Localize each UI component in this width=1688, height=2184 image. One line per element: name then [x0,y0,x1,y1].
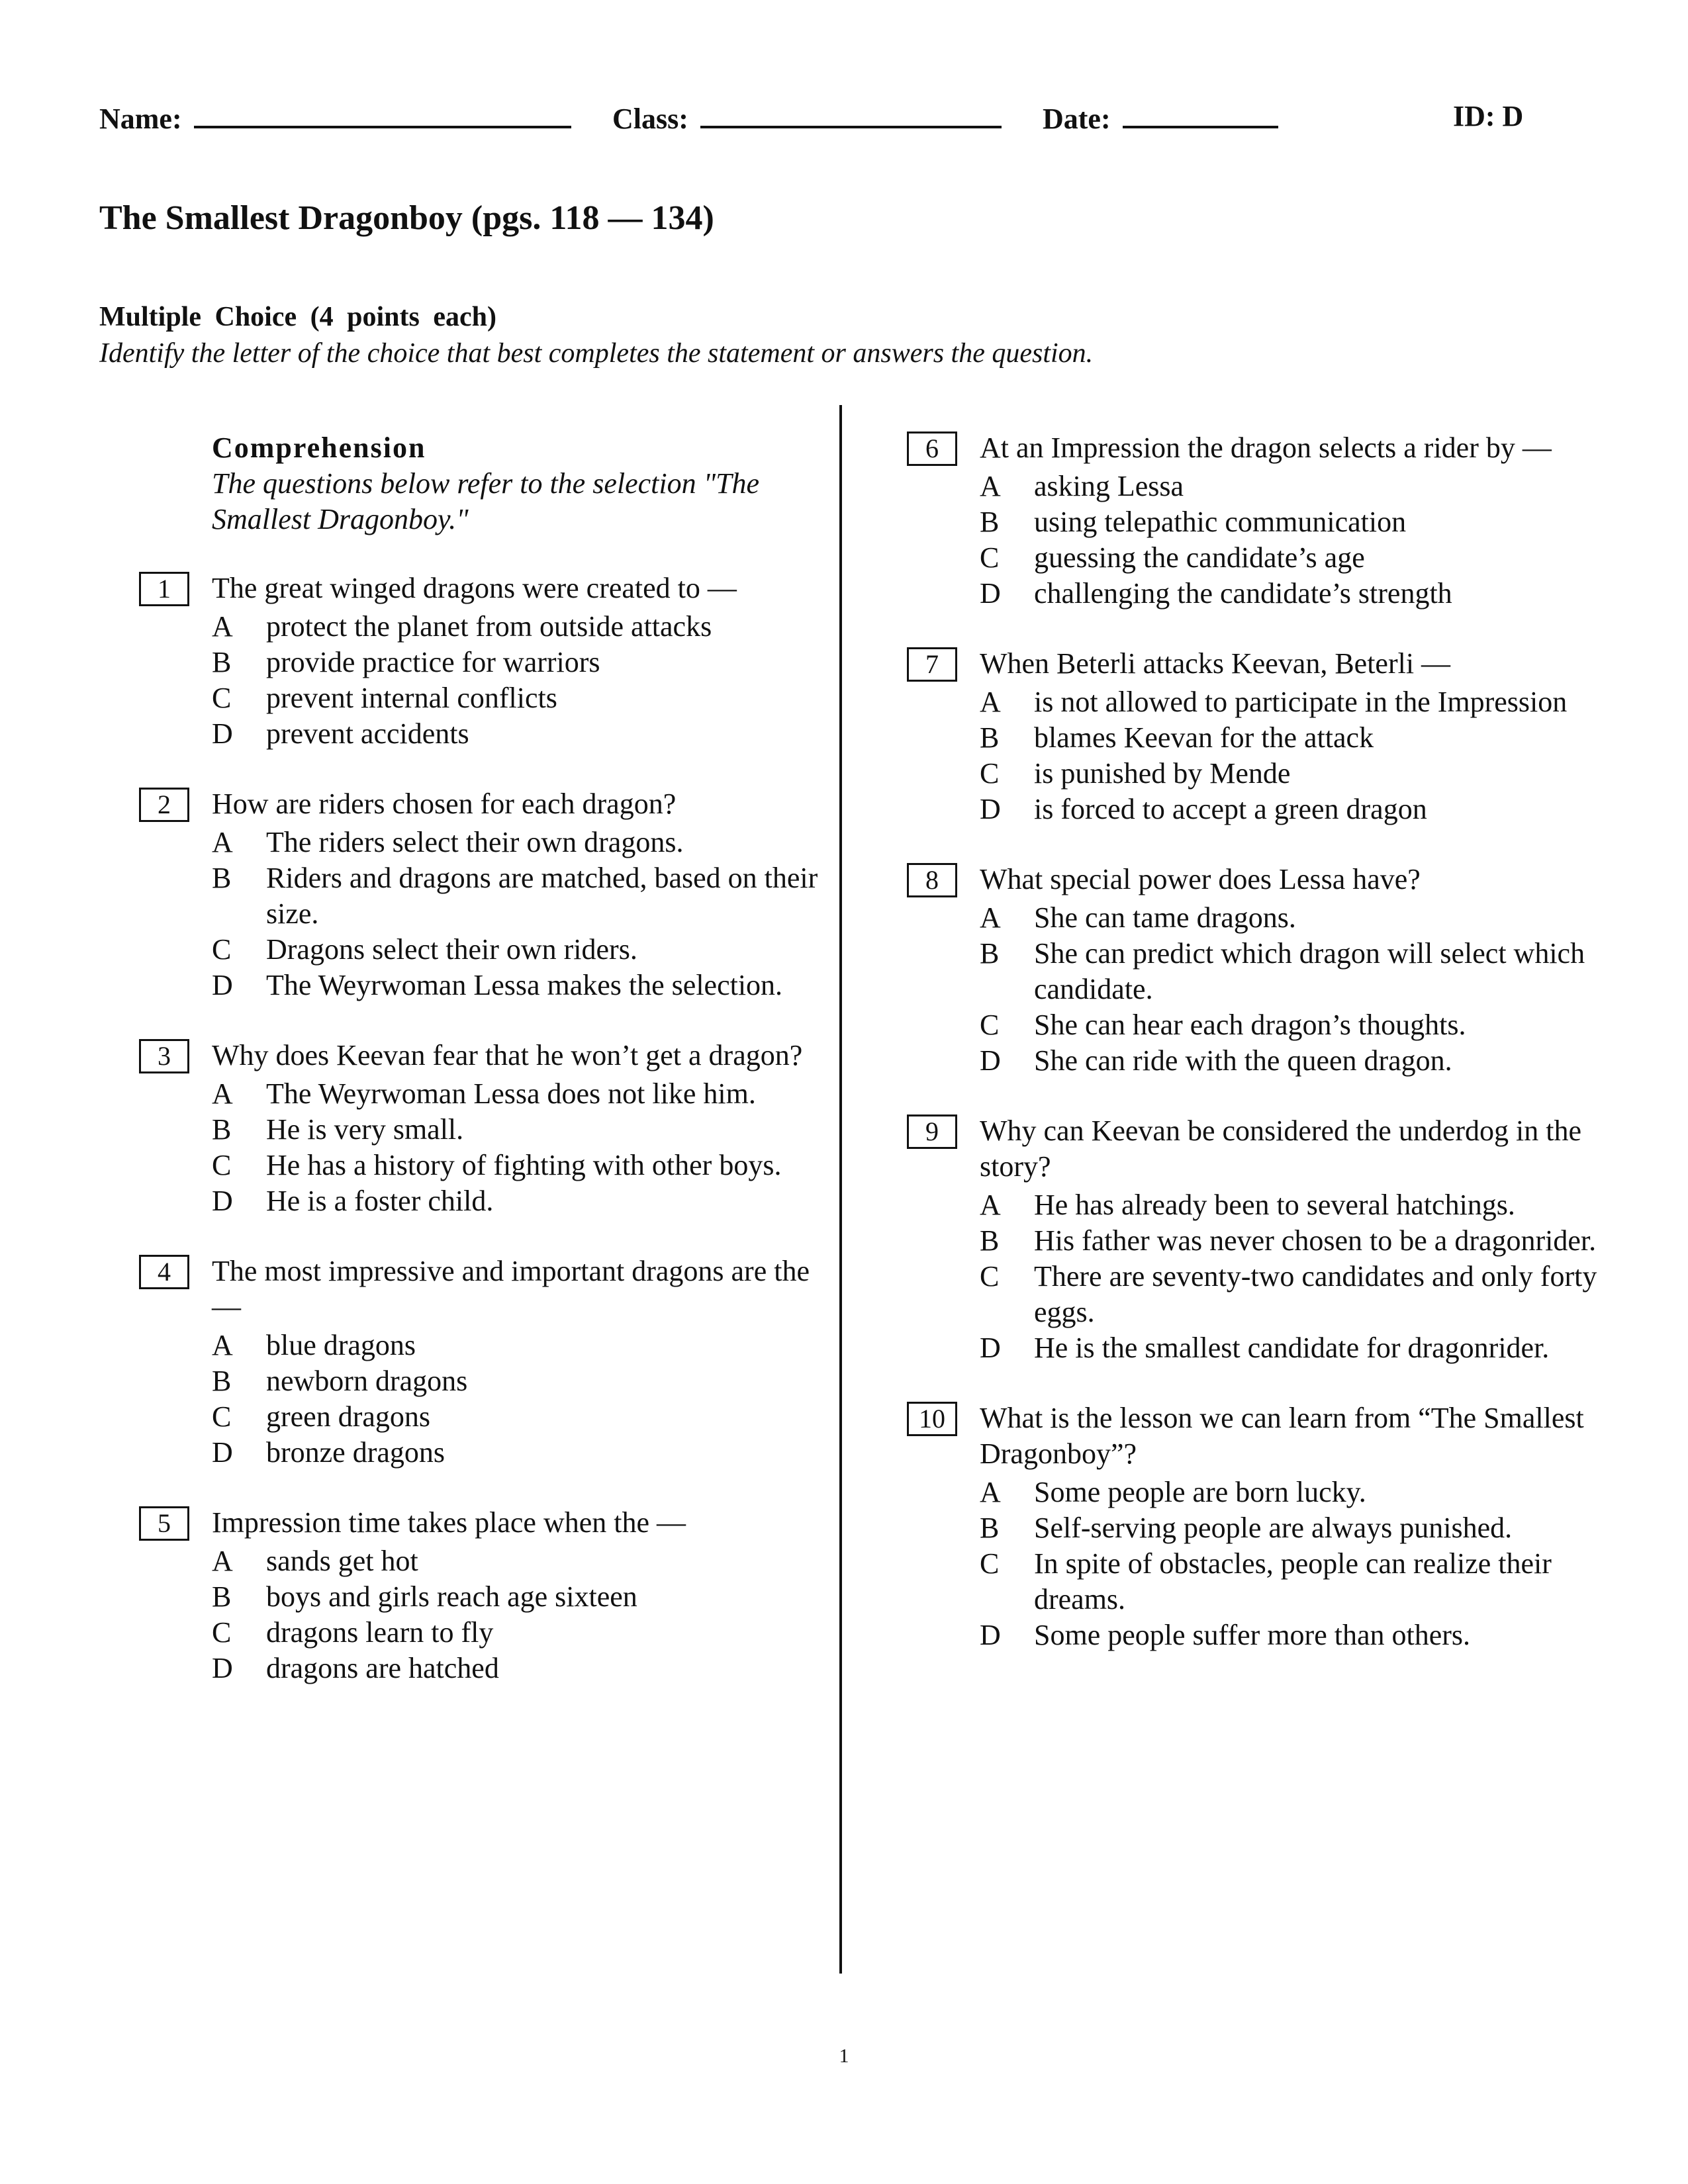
option-letter: A [980,901,1001,934]
date-field [1043,99,1278,136]
option-letter: B [980,1512,1000,1544]
question-2 [132,786,821,1003]
option-letter: D [980,793,1001,825]
option-letter: C [212,682,232,714]
answer-option [980,1475,1602,1510]
left-column [132,430,821,1721]
option-text: He is a foster child. [266,1185,494,1217]
date-blank[interactable] [1123,99,1278,128]
option-text: blue dragons [266,1329,416,1361]
question-stem: When Beterli attacks Keevan, Beterli — [980,647,1451,680]
comprehension-title: Comprehension [212,432,426,464]
option-text: prevent internal conflicts [266,682,557,714]
option-letter: B [212,1580,232,1613]
option-text: He is the smallest candidate for dragonrider. [1034,1332,1550,1364]
option-text: The Weyrwoman Lessa does not like him. [266,1077,756,1110]
option-letter: A [212,826,233,858]
question-8 [900,862,1602,1079]
answer-option [212,1399,821,1435]
question-stem: At an Impression the dragon selects a rider by — [980,432,1552,464]
answer-option [980,1259,1602,1330]
answer-option [212,825,821,860]
option-text: His father was never chosen to be a dragonrider. [1034,1224,1597,1257]
question-5 [132,1505,821,1686]
option-text: Self-serving people are always punished. [1034,1512,1513,1544]
option-letter: D [212,717,233,750]
question-number-box[interactable]: 2 [139,788,189,822]
option-text: The Weyrwoman Lessa makes the selection. [266,969,783,1001]
option-letter: A [212,610,233,643]
question-stem: The most impressive and important dragons are the — [212,1255,810,1323]
option-letter: A [980,1189,1001,1221]
option-text: dragons are hatched [266,1652,499,1684]
question-4 [132,1253,821,1471]
option-letter: C [980,541,1000,574]
question-number-box[interactable]: 1 [139,572,189,606]
option-text: challenging the candidate’s strength [1034,577,1452,610]
option-text: Some people suffer more than others. [1034,1619,1471,1651]
page-number: 1 [839,2045,849,2067]
answer-option [980,504,1602,540]
option-letter: D [980,1619,1001,1651]
option-text: She can tame dragons. [1034,901,1296,934]
answer-option [212,609,821,645]
option-text: In spite of obstacles, people can realize their dreams. [1034,1547,1552,1615]
answer-option [980,1187,1602,1223]
option-letter: B [212,1365,232,1397]
answer-option [980,540,1602,576]
answer-option [980,1007,1602,1043]
question-6 [900,430,1602,612]
question-number-box[interactable]: 7 [907,647,957,682]
answer-option [212,716,821,752]
answer-option [212,1112,821,1148]
answer-option [980,720,1602,756]
option-text: is not allowed to participate in the Impression [1034,686,1568,718]
option-text: is forced to accept a green dragon [1034,793,1427,825]
right-question-list [900,430,1602,1653]
answer-option [980,469,1602,504]
option-text: blames Keevan for the attack [1034,721,1374,754]
option-text: newborn dragons [266,1365,468,1397]
option-text: sands get hot [266,1545,418,1577]
class-blank[interactable] [700,99,1002,128]
question-stem: How are riders chosen for each dragon? [212,788,677,820]
question-number-box[interactable]: 9 [907,1115,957,1149]
question-9 [900,1113,1602,1366]
comprehension-description: The questions below refer to the selection "The Smallest Dragonboy." [212,467,760,535]
question-stem: The great winged dragons were created to — [212,572,737,604]
question-number-box[interactable]: 10 [907,1402,957,1436]
name-label: Name: [99,103,182,135]
question-stem: What is the lesson we can learn from “The Smallest Dragonboy”? [980,1402,1584,1470]
option-letter: B [980,937,1000,970]
name-blank[interactable] [194,99,571,128]
answer-option [980,684,1602,720]
answer-option [980,1330,1602,1366]
answer-option [212,968,821,1003]
option-letter: C [212,1149,232,1181]
option-text: guessing the candidate’s age [1034,541,1365,574]
option-letter: C [980,1260,1000,1293]
option-letter: D [980,1332,1001,1364]
option-letter: B [980,506,1000,538]
option-letter: D [212,1185,233,1217]
option-letter: C [980,757,1000,790]
option-letter: B [980,1224,1000,1257]
option-text: She can predict which dragon will select which candidate. [1034,937,1585,1005]
section-heading: Multiple Choice (4 points each) [99,302,496,332]
answer-option [212,645,821,680]
option-letter: C [212,933,232,966]
option-text: green dragons [266,1400,431,1433]
option-text: The riders select their own dragons. [266,826,684,858]
option-text: boys and girls reach age sixteen [266,1580,637,1613]
answer-option [980,576,1602,612]
name-field [99,99,571,136]
option-text: She can hear each dragon’s thoughts. [1034,1009,1466,1041]
answer-option [212,1148,821,1183]
option-letter: A [212,1077,233,1110]
answer-option [212,1579,821,1615]
question-7 [900,646,1602,827]
answer-option [980,1510,1602,1546]
option-text: Riders and dragons are matched, based on their size. [266,862,818,930]
question-10 [900,1400,1602,1653]
option-letter: A [980,686,1001,718]
answer-option [212,1363,821,1399]
section-instructions: Identify the letter of the choice that best completes the statement or answers the question. [99,338,1094,369]
option-letter: A [980,1476,1001,1508]
option-letter: D [212,969,233,1001]
question-number-box[interactable]: 5 [139,1506,189,1541]
question-1 [132,570,821,752]
test-title: The Smallest Dragonboy (pgs. 118 — 134) [99,199,714,237]
answer-option [212,1615,821,1651]
answer-option [212,1435,821,1471]
test-id: ID: D [1453,100,1524,132]
option-text: There are seventy-two candidates and only forty eggs. [1034,1260,1597,1328]
option-text: She can ride with the queen dragon. [1034,1044,1452,1077]
answer-option [212,860,821,932]
answer-option [212,1651,821,1686]
option-text: provide practice for warriors [266,646,600,678]
option-text: He has a history of fighting with other boys. [266,1149,782,1181]
option-text: He has already been to several hatchings. [1034,1189,1515,1221]
class-field [612,99,1002,136]
option-text: protect the planet from outside attacks [266,610,712,643]
option-text: bronze dragons [266,1436,445,1469]
option-text: Dragons select their own riders. [266,933,637,966]
answer-option [212,1076,821,1112]
answer-option [980,900,1602,936]
date-label: Date: [1043,103,1111,135]
question-number-box[interactable]: 6 [907,432,957,466]
question-stem: What special power does Lessa have? [980,863,1421,895]
answer-option [212,1183,821,1219]
left-question-list [132,570,821,1686]
question-3 [132,1038,821,1219]
option-text: Some people are born lucky. [1034,1476,1366,1508]
option-text: prevent accidents [266,717,469,750]
option-letter: D [212,1436,233,1469]
option-text: dragons learn to fly [266,1616,494,1649]
option-letter: A [212,1545,233,1577]
option-letter: C [212,1616,232,1649]
answer-option [212,1543,821,1579]
answer-option [980,792,1602,827]
option-text: He is very small. [266,1113,464,1146]
right-column [900,430,1602,1688]
option-letter: D [212,1652,233,1684]
option-letter: A [980,470,1001,502]
option-text: using telepathic communication [1034,506,1407,538]
answer-option [980,756,1602,792]
option-letter: C [980,1009,1000,1041]
option-letter: C [212,1400,232,1433]
question-stem: Why can Keevan be considered the underdog in the story? [980,1115,1581,1183]
answer-option [212,680,821,716]
option-text: is punished by Mende [1034,757,1291,790]
answer-option [212,932,821,968]
answer-option [980,1546,1602,1617]
option-text: asking Lessa [1034,470,1184,502]
option-letter: A [212,1329,233,1361]
answer-option [980,1043,1602,1079]
question-number-box[interactable]: 4 [139,1255,189,1289]
class-label: Class: [612,103,688,135]
question-stem: Why does Keevan fear that he won’t get a dragon? [212,1039,803,1071]
answer-option [980,1617,1602,1653]
question-number-box[interactable]: 3 [139,1039,189,1073]
column-divider [839,405,842,1974]
answer-option [980,1223,1602,1259]
option-letter: B [980,721,1000,754]
option-letter: C [980,1547,1000,1580]
option-letter: D [980,1044,1001,1077]
question-stem: Impression time takes place when the — [212,1506,686,1539]
option-letter: B [212,1113,232,1146]
option-letter: B [212,646,232,678]
option-letter: D [980,577,1001,610]
answer-option [980,936,1602,1007]
answer-option [212,1328,821,1363]
option-letter: B [212,862,232,894]
question-number-box[interactable]: 8 [907,863,957,897]
